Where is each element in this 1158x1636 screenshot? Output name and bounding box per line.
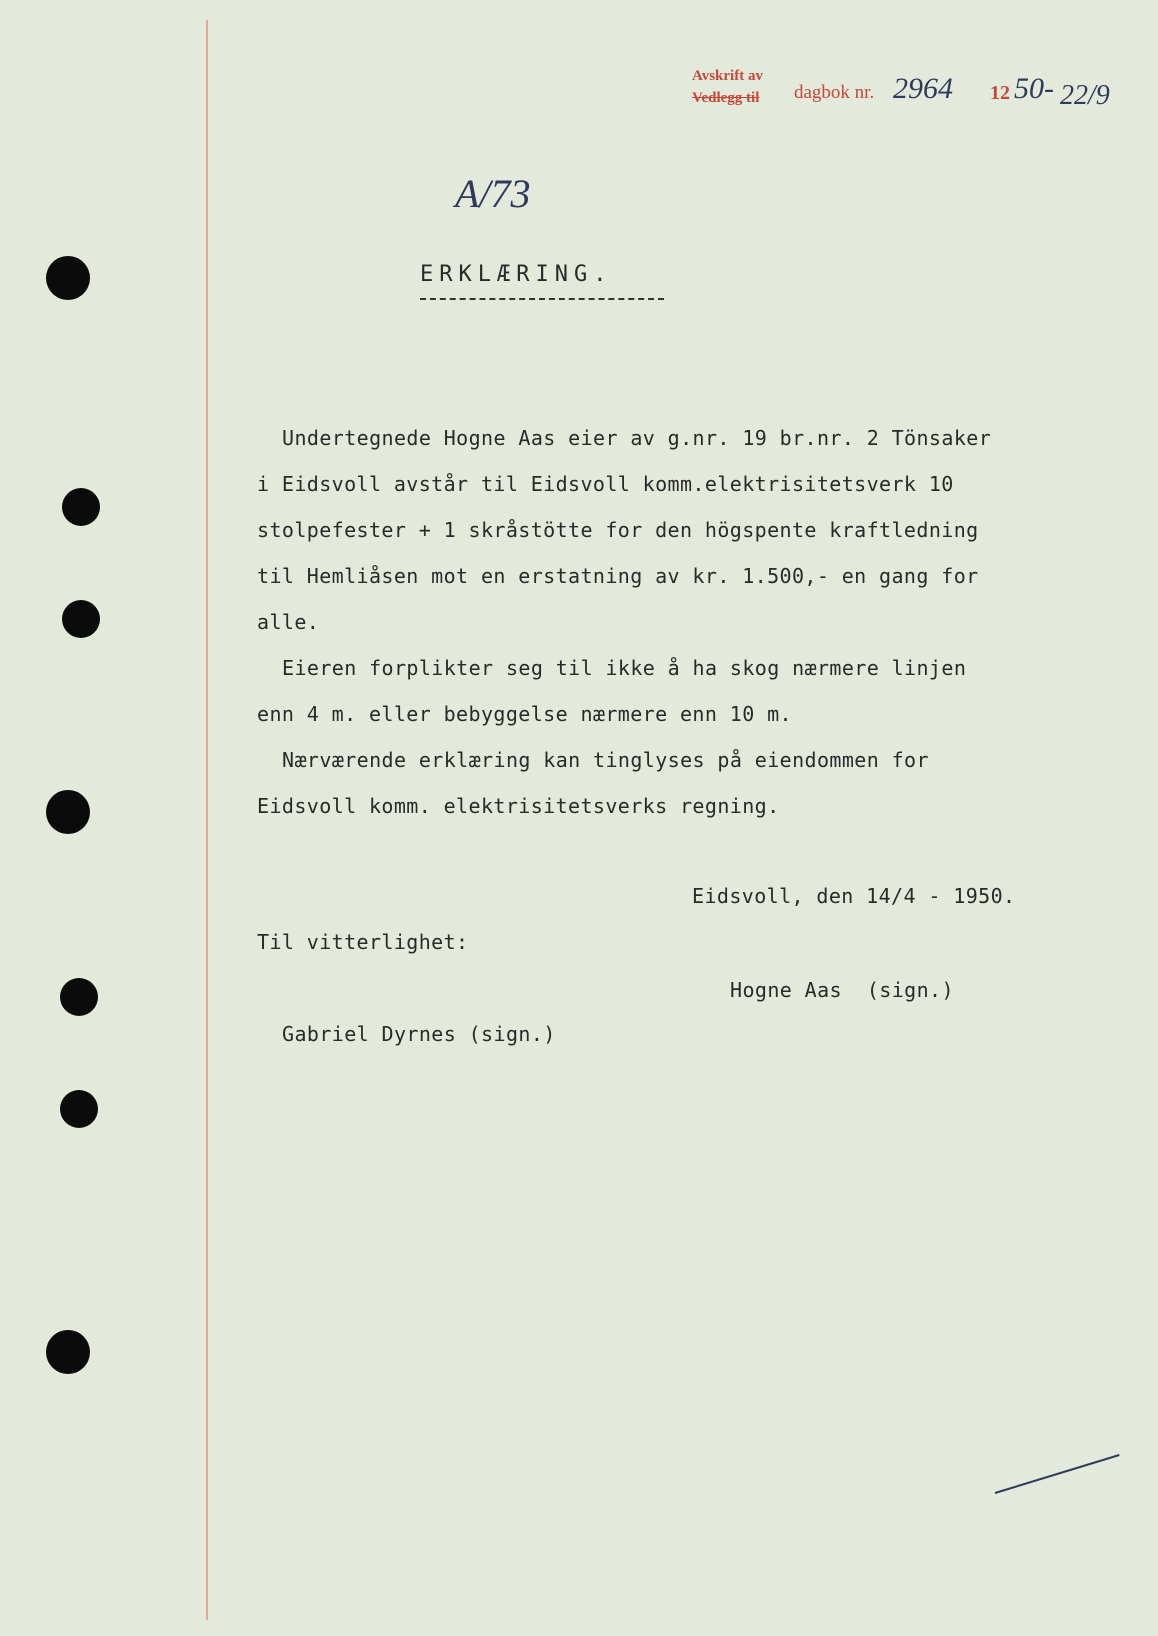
- punch-hole: [46, 256, 90, 300]
- body-line: stolpefester + 1 skråstötte for den högspente kraftledning: [257, 518, 979, 542]
- body-line: enn 4 m. eller bebyggelse nærmere enn 10 m.: [257, 702, 792, 726]
- year-suffix: 50-: [1014, 72, 1054, 105]
- date-handwritten: 22/9: [1060, 80, 1110, 111]
- body-line: Eidsvoll komm. elektrisitetsverks regning.: [257, 794, 780, 818]
- body-line: i Eidsvoll avstår til Eidsvoll komm.elektrisitetsverk 10: [257, 472, 954, 496]
- punch-hole: [60, 978, 98, 1016]
- punch-hole: [62, 600, 100, 638]
- body-line: Undertegnede Hogne Aas eier av g.nr. 19 br.nr. 2 Tönsaker: [282, 426, 992, 450]
- body-line: Nærværende erklæring kan tinglyses på eiendommen for: [282, 748, 929, 772]
- punch-hole: [62, 488, 100, 526]
- body-line: Eieren forplikter seg til ikke å ha skog nærmere linjen: [282, 656, 967, 680]
- punch-hole: [46, 1330, 90, 1374]
- pen-mark: [995, 1454, 1120, 1494]
- stamp-dagbok-label: dagbok nr.: [794, 82, 875, 103]
- stamp-line-2: Vedlegg til: [692, 90, 760, 106]
- year-prefix: 12: [990, 82, 1010, 104]
- witness-name: Gabriel Dyrnes (sign.): [282, 1022, 556, 1046]
- signer-name: Hogne Aas (sign.): [730, 978, 954, 1002]
- document-title: ERKLÆRING.: [420, 262, 613, 287]
- punch-hole: [46, 790, 90, 834]
- witness-label: Til vitterlighet:: [257, 930, 469, 954]
- body-line: alle.: [257, 610, 320, 634]
- margin-rule: [206, 20, 208, 1620]
- title-underline: [420, 298, 664, 300]
- stamp-line-1: Avskrift av: [692, 68, 763, 84]
- punch-hole: [60, 1090, 98, 1128]
- place-date: Eidsvoll, den 14/4 - 1950.: [692, 884, 1016, 908]
- marginal-note: A/73: [455, 171, 531, 216]
- body-line: til Hemliåsen mot en erstatning av kr. 1.500,- en gang for: [257, 564, 979, 588]
- dagbok-number: 2964: [893, 72, 953, 105]
